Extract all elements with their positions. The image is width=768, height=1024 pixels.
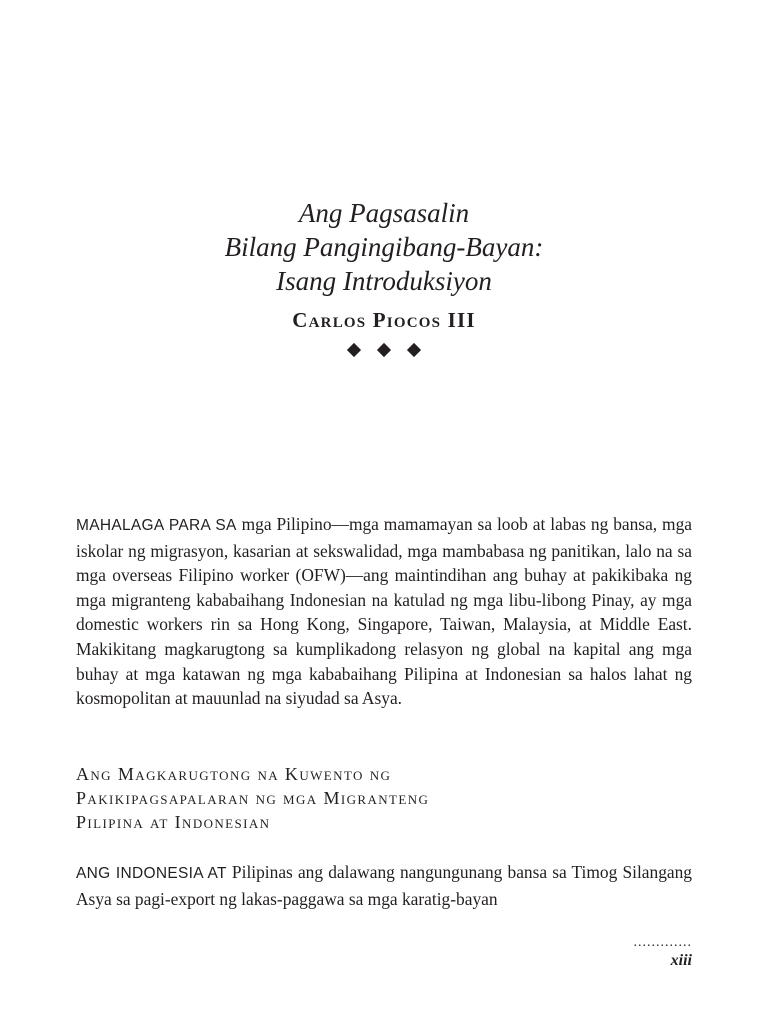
chapter-title-block xyxy=(0,196,768,355)
diamond-ornament-icon xyxy=(347,343,361,357)
ornament-divider xyxy=(0,345,768,355)
section-heading-line-1: Ang Magkarugtong na Kuwento ng xyxy=(76,764,392,784)
chapter-title-line-1: Ang Pagsasalin xyxy=(298,198,470,228)
section-heading-line-2: Pakikipagsapalaran ng mga Migranteng xyxy=(76,788,430,808)
section-heading-line-3: Pilipina at Indonesian xyxy=(76,812,271,832)
body-paragraph-2 xyxy=(76,860,692,911)
paragraph-lead-in: ANG INDONESIA AT xyxy=(76,865,227,882)
diamond-ornament-icon xyxy=(407,343,421,357)
page-number: xiii xyxy=(670,952,692,969)
section-heading xyxy=(76,762,692,834)
paragraph-lead-in: MAHALAGA PARA SA xyxy=(76,517,237,534)
chapter-title-line-2: Bilang Pangingibang-Bayan: xyxy=(224,232,544,262)
paragraph-text: mga Pilipino—mga mamamayan sa loob at labas ng bansa, mga iskolar ng migrasyon, kasarian at sekswalidad, mga mambabasa ng panitikan, lalo na sa mga overseas Filipino worker (OFW)—ang maintindihan ang buhay at pakikibaka ng mga migranteng kababaihang Indonesian na katulad ng mga libu-libong Pinay, ay mga domestic workers rin sa Hong Kong, Singapore, Taiwan, Malaysia, at Middle East. Makikitang magkarugtong sa kumplikadong relasyon ng global na kapital ang mga buhay at mga katawan ng mga kababaihang Pilipina at Indonesian sa halos lahat ng kosmopolitan at mauunlad na siyudad sa Asya. xyxy=(76,514,692,709)
paragraph-text: Pilipinas ang dalawang nangungunang bansa sa Timog Silangang Asya sa pagi-export ng lakas-paggawa sa mga karatig-bayan xyxy=(76,862,692,909)
author-name: Carlos Piocos III xyxy=(292,308,476,332)
chapter-title-line-3: Isang Introduksiyon xyxy=(276,266,492,296)
footer-dot-leader: ............. xyxy=(633,935,692,950)
diamond-ornament-icon xyxy=(377,343,391,357)
body-paragraph-1 xyxy=(76,512,692,711)
